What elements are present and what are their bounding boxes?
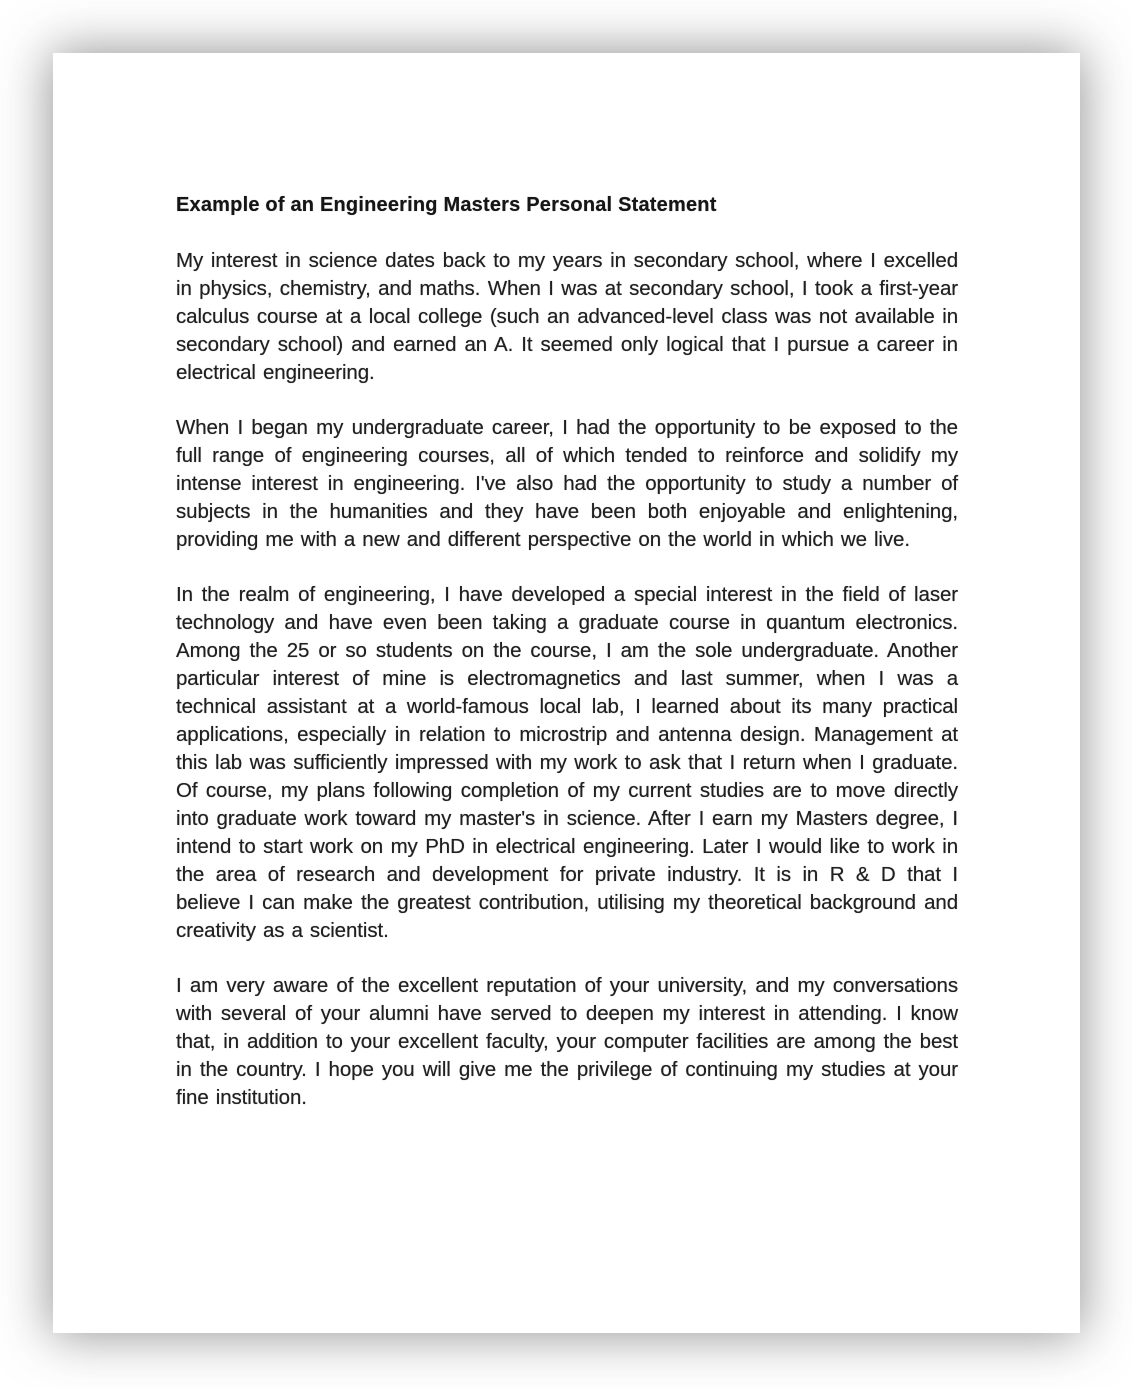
paragraph-introduction: My interest in science dates back to my years in secondary school, where I excelled in physics, chemistry, and maths. When I was at secondary school, I took a first-year calculus course at a local college (such an advanced-level class was not available in secondary school) and earned an A. It seemed only logical that I pursue a career in electrical engineering.: [176, 249, 958, 384]
paragraph-engineering-interests: In the realm of engineering, I have developed a special interest in the field of laser technology and have even been taking a graduate course in quantum electronics. Among the 25 or so students on the course, I am the sole undergraduate. Another particular interest of mine is electromagnetics and last summer, when I was a technical assistant at a world-famous local lab, I learned about its many practical applications, especially in relation to microstrip and antenna design. Management at this lab was sufficiently impressed with my work to ask that I return when I graduate. Of course, my plans following completion of my current studies are to move directly into graduate work toward my master's in science. After I earn my Masters degree, I intend to start work on my PhD in electrical engineering. Later I would like to work in the area of research and development for private industry. It is in R & D that I believe I can make the greatest contribution, utilising my theoretical background and creativity as a scientist.: [176, 583, 958, 942]
paragraph-closing: I am very aware of the excellent reputation of your university, and my conversations with several of your alumni have served to deepen my interest in attending. I know that, in addition to your excellent faculty, your computer facilities are among the best in the country. I hope you will give me the privilege of continuing my studies at your fine institution.: [176, 974, 958, 1109]
document-page: [53, 53, 1080, 1333]
document-title: Example of an Engineering Masters Personal Statement: [176, 194, 717, 216]
paragraph-undergraduate-career: When I began my undergraduate career, I had the opportunity to be exposed to the full range of engineering courses, all of which tended to reinforce and solidify my intense interest in engineering. I've also had the opportunity to study a number of subjects in the humanities and they have been both enjoyable and enlightening, providing me with a new and different perspective on the world in which we live.: [176, 416, 958, 551]
